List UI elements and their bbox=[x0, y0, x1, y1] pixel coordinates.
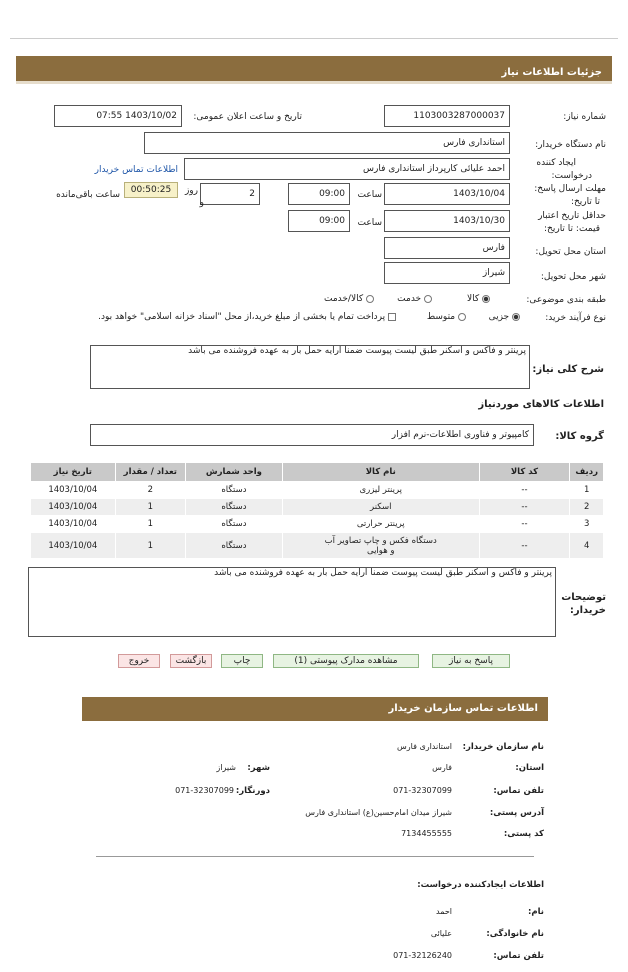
contact-header bbox=[82, 697, 548, 721]
remaining-time-box: 00:50:25 bbox=[124, 182, 178, 198]
creator-name: احمد bbox=[436, 907, 452, 916]
buyer-notes-label-2: خریدار: bbox=[569, 605, 606, 616]
cell-code: -- bbox=[479, 516, 570, 533]
col-qty: تعداد / مقدار bbox=[115, 463, 185, 482]
contact-address: شیراز میدان امام‌حسین(ع) استانداری فارس bbox=[305, 808, 452, 817]
contact-phone-label: تلفن تماس: bbox=[493, 786, 544, 796]
contact-province: فارس bbox=[432, 763, 452, 772]
cell-name: پرینتر لیزری bbox=[282, 482, 479, 499]
summary-textarea: پرینتر و فاکس و اسکنر طبق لیست پیوست ضمنا ارایه حمل بار به عهده فروشنده می باشد bbox=[90, 345, 530, 389]
cell-qty: 1 bbox=[115, 533, 185, 559]
cell-name: اسکنر bbox=[282, 499, 479, 516]
proc-medium-radio[interactable] bbox=[458, 313, 466, 321]
validity-time-label: ساعت bbox=[357, 218, 382, 228]
need-number-label: شماره نیاز: bbox=[563, 112, 606, 122]
cell-unit: دستگاه bbox=[186, 499, 283, 516]
proc-medium-label: متوسط bbox=[426, 312, 456, 322]
payment-note-text: پرداخت تمام یا بخشی از مبلغ خرید،از محل "اسناد خزانه اسلامی" خواهد بود. bbox=[98, 312, 386, 322]
buyer-notes-label-1: توضیحات bbox=[561, 592, 606, 603]
items-table bbox=[30, 462, 604, 559]
reply-button[interactable]: پاسخ به نیاز bbox=[432, 654, 510, 668]
city-label: شهر محل تحویل: bbox=[540, 272, 606, 282]
cell-date: 1403/10/04 bbox=[31, 482, 116, 499]
cell-row: 4 bbox=[570, 533, 604, 559]
cell-date: 1403/10/04 bbox=[31, 533, 116, 559]
days-label: روز bbox=[184, 186, 198, 196]
contact-province-label: استان: bbox=[515, 763, 544, 773]
col-unit: واحد شمارش bbox=[186, 463, 283, 482]
table-row bbox=[31, 533, 604, 559]
province-field: فارس bbox=[384, 237, 510, 259]
proc-partial-option[interactable] bbox=[489, 312, 520, 322]
creator-family-label: نام خانوادگی: bbox=[486, 929, 544, 939]
contact-title: اطلاعات تماس سازمان خریدار bbox=[388, 703, 538, 714]
validity-time-field: 09:00 bbox=[288, 210, 350, 232]
cell-name: پرینتر حرارتی bbox=[282, 516, 479, 533]
summary-label: شرح کلی نیاز: bbox=[532, 364, 604, 375]
announce-label: تاریخ و ساعت اعلان عمومی: bbox=[193, 112, 302, 122]
contact-city: شیراز bbox=[216, 763, 236, 772]
remaining-label: ساعت باقی‌مانده bbox=[56, 190, 120, 200]
cell-unit: دستگاه bbox=[186, 482, 283, 499]
table-row bbox=[31, 499, 604, 516]
attachments-button[interactable]: مشاهده مدارک پیوستی (1) bbox=[273, 654, 419, 668]
cell-code: -- bbox=[479, 533, 570, 559]
cell-row: 3 bbox=[570, 516, 604, 533]
cell-code: -- bbox=[479, 499, 570, 516]
validity-label-1: حداقل تاریخ اعتبار bbox=[538, 211, 606, 221]
reply-deadline-label-1: مهلت ارسال پاسخ: bbox=[534, 184, 606, 194]
group-label: گروه کالا: bbox=[555, 431, 604, 442]
page-title: جزئیات اطلاعات نیاز bbox=[501, 67, 602, 78]
creator-label-2: درخواست: bbox=[551, 171, 592, 181]
cell-row: 1 bbox=[570, 482, 604, 499]
buyer-notes-textarea: پرینتر و فاکس و اسکنر طبق لیست پیوست ضمنا ارایه حمل بار به عهده فروشنده می باشد bbox=[28, 567, 556, 637]
and-label: و bbox=[199, 198, 204, 208]
col-row: ردیف bbox=[570, 463, 604, 482]
validity-label-2: قیمت: تا تاریخ: bbox=[544, 224, 600, 234]
table-header-row bbox=[31, 463, 604, 482]
days-field: 2 bbox=[200, 183, 260, 205]
contact-org: استانداری فارس bbox=[397, 742, 452, 751]
cat-goods-option[interactable] bbox=[467, 294, 490, 304]
creator-field: احمد علیائی کارپرداز استانداری فارس bbox=[184, 158, 510, 180]
exit-button[interactable]: خروج bbox=[118, 654, 160, 668]
creator-family: علیائی bbox=[430, 929, 452, 938]
cell-unit: دستگاه bbox=[186, 533, 283, 559]
col-name: نام کالا bbox=[282, 463, 479, 482]
reply-time-label: ساعت bbox=[357, 190, 382, 200]
buyer-org-field: استانداری فارس bbox=[144, 132, 510, 154]
cat-service-label: خدمت bbox=[397, 294, 422, 304]
cell-unit: دستگاه bbox=[186, 516, 283, 533]
contact-postal-label: کد پستی: bbox=[503, 829, 544, 839]
cell-date: 1403/10/04 bbox=[31, 516, 116, 533]
reply-date-field: 1403/10/04 bbox=[384, 183, 510, 205]
contact-divider bbox=[96, 856, 534, 857]
table-row bbox=[31, 516, 604, 533]
announce-field: 1403/10/02 07:55 bbox=[54, 105, 182, 127]
province-label: استان محل تحویل: bbox=[535, 247, 606, 257]
col-date: تاریخ نیاز bbox=[31, 463, 116, 482]
cell-row: 2 bbox=[570, 499, 604, 516]
goods-info-title: اطلاعات کالاهای موردنیاز bbox=[478, 399, 604, 410]
cell-qty: 1 bbox=[115, 499, 185, 516]
city-field: شیراز bbox=[384, 262, 510, 284]
reply-time-field: 09:00 bbox=[288, 183, 350, 205]
reply-deadline-label-2: تا تاریخ: bbox=[570, 197, 600, 207]
creator-name-label: نام: bbox=[527, 907, 544, 917]
cell-code: -- bbox=[479, 482, 570, 499]
cat-goods-label: کالا bbox=[466, 294, 480, 304]
col-code: کد کالا bbox=[479, 463, 570, 482]
proc-medium-option[interactable] bbox=[427, 312, 466, 322]
proc-partial-radio[interactable] bbox=[512, 313, 520, 321]
need-number-field: 1103003287000037 bbox=[384, 105, 510, 127]
contact-fax: 071-32307099 bbox=[175, 786, 234, 795]
creator-phone: 071-32126240 bbox=[393, 951, 452, 960]
cat-goods-service-label: کالا/خدمت bbox=[323, 294, 364, 304]
back-button[interactable]: بازگشت bbox=[170, 654, 212, 668]
contact-postal: 7134455555 bbox=[401, 829, 452, 838]
cell-name: دستگاه فکس و چاپ تصاویر آب و هوایی bbox=[282, 533, 479, 559]
contact-phone: 071-32307099 bbox=[393, 786, 452, 795]
contact-address-label: آدرس پستی: bbox=[489, 808, 544, 818]
buyer-org-label: نام دستگاه خریدار: bbox=[535, 140, 606, 150]
page-header bbox=[16, 56, 612, 84]
creator-label-1: ایجاد کننده bbox=[536, 158, 576, 168]
cat-service-option[interactable] bbox=[397, 294, 432, 304]
contact-org-label: نام سازمان خریدار: bbox=[462, 742, 544, 752]
cat-goods-radio[interactable] bbox=[482, 295, 490, 303]
payment-note bbox=[98, 312, 396, 322]
buyer-contact-link[interactable]: اطلاعات تماس خریدار bbox=[94, 165, 178, 175]
creator-phone-label: تلفن تماس: bbox=[493, 951, 544, 961]
contact-fax-label: دورنگار: bbox=[235, 786, 270, 796]
creator-info-title: اطلاعات ایجادکننده درخواست: bbox=[417, 880, 544, 890]
contact-city-label: شهر: bbox=[247, 763, 270, 773]
cell-date: 1403/10/04 bbox=[31, 499, 116, 516]
cat-goods-service-radio[interactable] bbox=[366, 295, 374, 303]
top-divider bbox=[10, 38, 618, 39]
process-label: نوع فرآیند خرید: bbox=[545, 313, 606, 323]
cell-qty: 2 bbox=[115, 482, 185, 499]
print-button[interactable]: چاپ bbox=[221, 654, 263, 668]
validity-date-field: 1403/10/30 bbox=[384, 210, 510, 232]
payment-checkbox[interactable] bbox=[388, 313, 396, 321]
table-row bbox=[31, 482, 604, 499]
group-field: کامپیوتر و فناوری اطلاعات-نرم افزار bbox=[90, 424, 534, 446]
cell-qty: 1 bbox=[115, 516, 185, 533]
proc-partial-label: جزیی bbox=[488, 312, 510, 322]
category-label: طبقه بندی موضوعی: bbox=[526, 295, 606, 305]
cat-service-radio[interactable] bbox=[424, 295, 432, 303]
cat-goods-service-option[interactable] bbox=[324, 294, 374, 304]
